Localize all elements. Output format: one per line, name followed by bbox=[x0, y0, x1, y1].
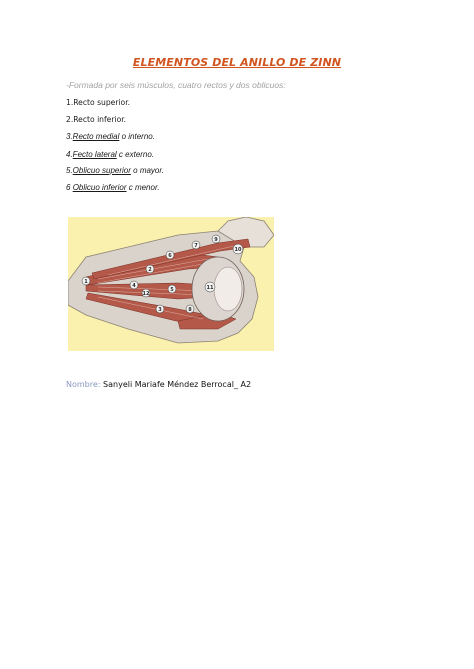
label-1: 1 bbox=[84, 279, 88, 285]
label-9: 9 bbox=[214, 237, 218, 243]
list-item-1: 1.Recto superior. bbox=[66, 98, 131, 107]
intro-text: -Formada por seis músculos, cuatro rectos y dos oblicuos: bbox=[66, 80, 286, 90]
label-4: 4 bbox=[132, 283, 136, 289]
eye-muscles-illustration bbox=[68, 217, 274, 351]
label-2: 2 bbox=[148, 267, 152, 273]
signature-label: Nombre: bbox=[66, 380, 101, 389]
list-item-2: 2.Recto inferior. bbox=[66, 115, 127, 124]
list-item-4: 4.Fecto lateral c externo. bbox=[66, 150, 155, 159]
label-5: 5 bbox=[170, 287, 174, 293]
list-item-5: 5.Oblicuo superior o mayor. bbox=[66, 166, 164, 175]
cornea bbox=[214, 267, 242, 311]
label-11: 11 bbox=[206, 285, 214, 291]
signature-line bbox=[66, 380, 251, 389]
label-6: 6 bbox=[168, 253, 172, 259]
label-7: 7 bbox=[194, 243, 198, 249]
document-title: ELEMENTOS DEL ANILLO DE ZINN bbox=[132, 56, 342, 69]
label-8: 8 bbox=[188, 307, 192, 313]
list-item-3: 3.Recto medial o interno. bbox=[66, 132, 155, 141]
label-3: 3 bbox=[158, 307, 162, 313]
list-item-6: 6 Oblicuo inferior c menor. bbox=[66, 183, 160, 192]
label-10: 10 bbox=[234, 247, 242, 253]
label-12: 12 bbox=[142, 291, 150, 297]
signature-value: Sanyeli Mariafe Méndez Berrocal_ A2 bbox=[100, 380, 252, 389]
